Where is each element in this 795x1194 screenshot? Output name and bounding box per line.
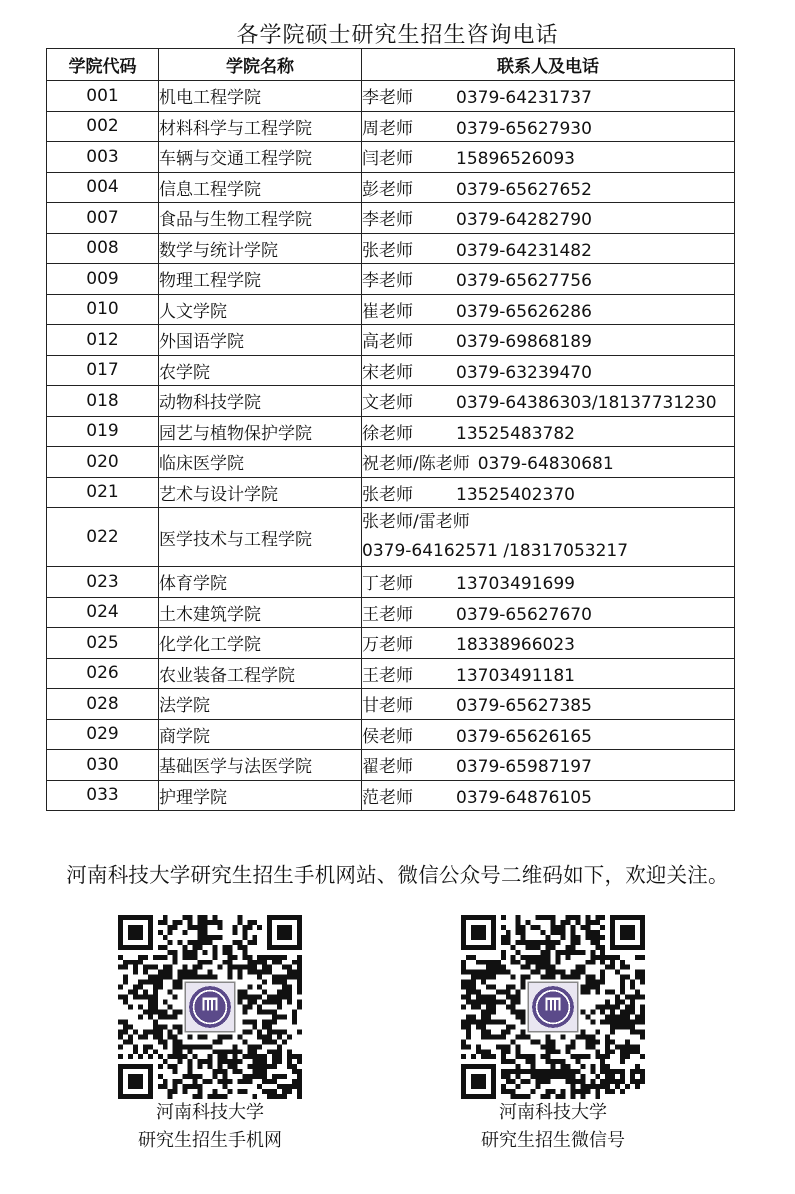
table-row [47,111,735,142]
qr-intro-note: 河南科技大学研究生招生手机网站、微信公众号二维码如下，欢迎关注。 [66,863,729,887]
contact-phone: 0379-64876105 [456,787,592,808]
qr-caption-line1: 河南科技大学 [499,1102,607,1123]
contact-phone: 0379-65626286 [456,301,592,322]
college-contact [362,719,735,750]
college-code: 033 [47,780,159,811]
contact-person: 周老师 [362,118,413,139]
college-name: 商学院 [159,719,362,750]
table-row [47,264,735,295]
table-row [47,172,735,203]
table-row [47,750,735,781]
contact-phone: 0379-65987197 [456,757,592,778]
college-contact [362,689,735,720]
college-code: 028 [47,689,159,720]
college-contact [362,416,735,447]
college-name: 动物科技学院 [159,386,362,417]
college-name: 临床医学院 [159,447,362,478]
contact-person: 崔老师 [362,301,413,322]
college-code: 012 [47,325,159,356]
college-code: 018 [47,386,159,417]
college-code: 007 [47,203,159,234]
contact-phone: 13703491699 [456,574,575,595]
table-row [47,780,735,811]
college-code: 020 [47,447,159,478]
contact-person: 张老师/雷老师 [362,512,470,532]
contact-phone: 15896526093 [456,149,575,170]
college-contact [362,750,735,781]
qr-code-icon[interactable] [461,915,645,1099]
contact-phone: 0379-64386303/18137731230 [456,393,717,414]
table-row [47,142,735,173]
column-header-contact: 联系人及电话 [362,49,735,81]
contact-phone: 0379-65627756 [456,271,592,292]
table-row [47,294,735,325]
contact-phone: 0379-64231482 [456,240,592,261]
college-contact [362,203,735,234]
college-name: 物理工程学院 [159,264,362,295]
college-contact [362,447,735,478]
contact-person: 张老师 [362,240,413,261]
table-row [47,658,735,689]
table-row [47,719,735,750]
college-code: 010 [47,294,159,325]
college-code: 021 [47,477,159,508]
college-name: 法学院 [159,689,362,720]
contact-phone: 13525402370 [456,484,575,505]
table-row [47,508,735,567]
contact-person: 祝老师/陈老师 [362,454,470,475]
college-code: 019 [47,416,159,447]
table-row [47,203,735,234]
college-code: 008 [47,233,159,264]
contact-person: 万老师 [362,635,413,656]
contact-phone: 0379-65627670 [456,604,592,625]
college-contact [362,477,735,508]
page-title: 各学院硕士研究生招生咨询电话 [236,23,559,48]
college-name: 材料科学与工程学院 [159,111,362,142]
contact-person: 张老师 [362,484,413,505]
college-name: 数学与统计学院 [159,233,362,264]
college-code: 025 [47,628,159,659]
contact-person: 徐老师 [362,423,413,444]
contact-phone: 0379-64282790 [456,210,592,231]
table-row [47,447,735,478]
college-code: 004 [47,172,159,203]
contact-person: 李老师 [362,210,413,231]
table-body [47,81,735,811]
wechat-qr-block [438,915,668,1155]
contact-person: 彭老师 [362,179,413,200]
mobile-site-qr-block [95,915,325,1155]
college-contact [362,628,735,659]
table-header-row [47,49,735,81]
college-code: 024 [47,597,159,628]
college-code: 009 [47,264,159,295]
contact-person: 翟老师 [362,757,413,778]
college-code: 029 [47,719,159,750]
contact-person: 甘老师 [362,696,413,717]
table-row [47,233,735,264]
college-name: 人文学院 [159,294,362,325]
table-row [47,325,735,356]
contact-phone: 0379-63239470 [456,362,592,383]
contact-phone: 0379-65626165 [456,726,592,747]
college-code: 002 [47,111,159,142]
college-name: 医学技术与工程学院 [159,508,362,567]
table-row [47,567,735,598]
college-code: 023 [47,567,159,598]
contact-table [46,48,735,811]
contact-phone: 0379-69868189 [456,332,592,353]
college-contact [362,111,735,142]
college-contact [362,294,735,325]
college-code: 001 [47,81,159,112]
college-contact [362,658,735,689]
contact-phone: 0379-65627652 [456,179,592,200]
contact-phone: 13703491181 [456,665,575,686]
table-row [47,477,735,508]
table-row [47,689,735,720]
contact-person: 王老师 [362,604,413,625]
contact-phone: 0379-64830681 [477,454,614,475]
contact-person: 李老师 [362,271,413,292]
college-contact [362,355,735,386]
contact-phone: 0379-64162571 /18317053217 [362,541,629,561]
qr-code-icon[interactable] [118,915,302,1099]
college-contact [362,233,735,264]
college-contact [362,508,735,567]
contact-person: 闫老师 [362,149,413,170]
contact-person: 高老师 [362,332,413,353]
college-name: 食品与生物工程学院 [159,203,362,234]
table-row [47,597,735,628]
college-contact [362,172,735,203]
college-name: 园艺与植物保护学院 [159,416,362,447]
qr-caption-line2: 研究生招生手机网 [138,1130,282,1151]
college-name: 化学化工学院 [159,628,362,659]
contact-person: 范老师 [362,787,413,808]
college-name: 基础医学与法医学院 [159,750,362,781]
college-name: 车辆与交通工程学院 [159,142,362,173]
college-code: 017 [47,355,159,386]
contact-phone: 0379-64231737 [456,88,592,109]
college-contact [362,780,735,811]
college-contact [362,264,735,295]
college-contact [362,81,735,112]
college-name: 农业装备工程学院 [159,658,362,689]
college-name: 农学院 [159,355,362,386]
contact-phone: 18338966023 [456,635,575,656]
contact-person: 文老师 [362,393,413,414]
contact-phone: 0379-65627930 [456,118,592,139]
column-header-code: 学院代码 [47,49,159,81]
college-contact [362,597,735,628]
contact-phone: 13525483782 [456,423,575,444]
college-contact [362,567,735,598]
column-header-name: 学院名称 [159,49,362,81]
contact-phone: 0379-65627385 [456,696,592,717]
college-code: 022 [47,508,159,567]
qr-caption-line1: 河南科技大学 [156,1102,264,1123]
contact-person: 李老师 [362,88,413,109]
college-name: 体育学院 [159,567,362,598]
college-contact [362,325,735,356]
college-name: 机电工程学院 [159,81,362,112]
table-row [47,355,735,386]
college-contact [362,142,735,173]
table-row [47,81,735,112]
table-row [47,628,735,659]
college-name: 艺术与设计学院 [159,477,362,508]
college-name: 信息工程学院 [159,172,362,203]
contact-person: 侯老师 [362,726,413,747]
college-name: 土木建筑学院 [159,597,362,628]
contact-person: 宋老师 [362,362,413,383]
college-code: 026 [47,658,159,689]
college-code: 030 [47,750,159,781]
college-code: 003 [47,142,159,173]
qr-caption-line2: 研究生招生微信号 [481,1130,625,1151]
contact-person: 丁老师 [362,574,413,595]
college-name: 外国语学院 [159,325,362,356]
table-row [47,386,735,417]
college-contact [362,386,735,417]
table-row [47,416,735,447]
college-name: 护理学院 [159,780,362,811]
contact-person: 王老师 [362,665,413,686]
